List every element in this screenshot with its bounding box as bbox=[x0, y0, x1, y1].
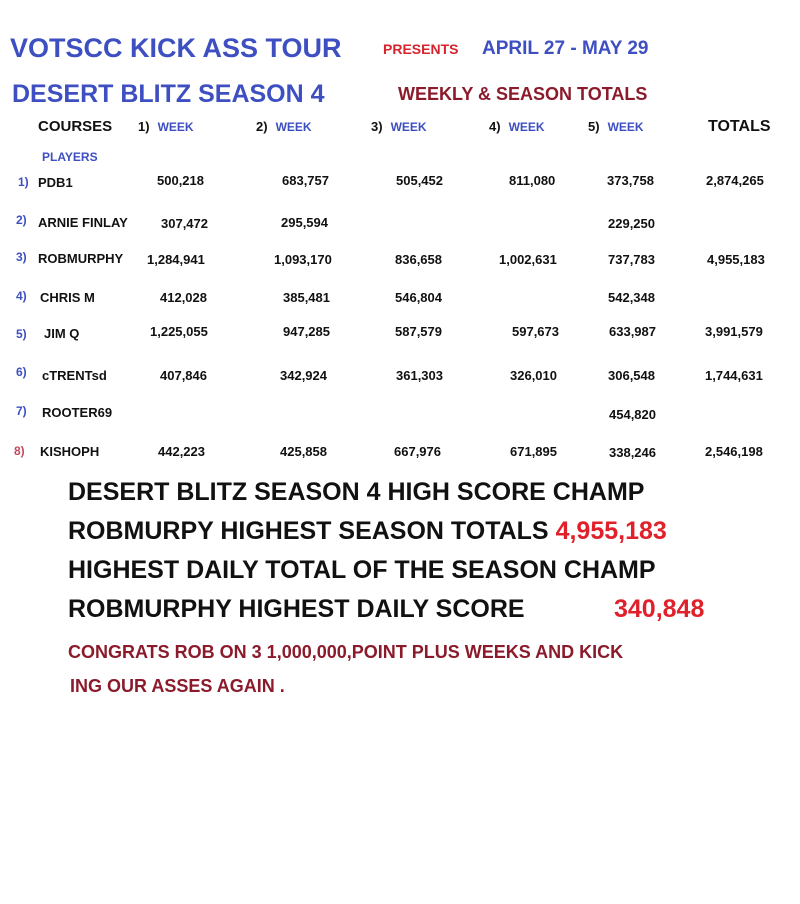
week-2-score: 947,285 bbox=[283, 324, 330, 339]
rank: 3) bbox=[16, 250, 27, 264]
tour-title: VOTSCC KICK ASS TOUR bbox=[10, 33, 342, 63]
high-score-champ-line: DESERT BLITZ SEASON 4 HIGH SCORE CHAMP bbox=[68, 478, 645, 506]
player-name: CHRIS M bbox=[40, 290, 95, 305]
week-2-score: 295,594 bbox=[281, 215, 328, 230]
season-totals-value: 4,955,183 bbox=[555, 517, 667, 545]
week-4-score: 1,002,631 bbox=[499, 252, 557, 267]
week-5-score: 229,250 bbox=[608, 216, 655, 231]
player-name: ROOTER69 bbox=[42, 405, 113, 420]
week-1-score: 412,028 bbox=[160, 290, 207, 305]
week-number: 5) bbox=[588, 119, 600, 134]
season-totals-line bbox=[68, 517, 667, 546]
rank: 1) bbox=[18, 175, 29, 189]
week-number: 4) bbox=[489, 119, 501, 134]
week-label: WEEK bbox=[390, 120, 427, 134]
week-4-score: 326,010 bbox=[510, 368, 557, 383]
week-2-score: 342,924 bbox=[280, 368, 327, 383]
week-2-header bbox=[256, 119, 312, 134]
season-total: 2,546,198 bbox=[705, 444, 763, 459]
week-number: 3) bbox=[371, 119, 383, 134]
week-2-score: 1,093,170 bbox=[274, 252, 332, 267]
week-label: WEEK bbox=[607, 120, 644, 134]
week-1-score: 500,218 bbox=[157, 173, 204, 188]
week-4-score: 811,080 bbox=[509, 173, 556, 188]
week-1-score: 1,225,055 bbox=[150, 324, 208, 339]
week-3-score: 836,658 bbox=[395, 252, 442, 267]
rank: 6) bbox=[16, 365, 27, 379]
week-5-score: 737,783 bbox=[608, 252, 655, 267]
date-range: APRIL 27 - MAY 29 bbox=[482, 38, 649, 59]
congrats-line-2: ING OUR ASSES AGAIN . bbox=[70, 676, 285, 696]
presents-label: PRESENTS bbox=[383, 41, 459, 57]
week-3-score: 667,976 bbox=[394, 444, 441, 459]
week-5-header bbox=[588, 119, 644, 134]
week-label: WEEK bbox=[508, 120, 545, 134]
players-header: PLAYERS bbox=[42, 150, 98, 164]
week-label: WEEK bbox=[157, 120, 194, 134]
week-2-score: 683,757 bbox=[282, 173, 329, 188]
week-1-score: 307,472 bbox=[161, 216, 208, 231]
week-5-score: 633,987 bbox=[609, 324, 656, 339]
week-1-header bbox=[138, 119, 194, 134]
daily-score-line bbox=[68, 595, 728, 624]
rank: 5) bbox=[16, 327, 27, 341]
week-4-score: 671,895 bbox=[510, 444, 557, 459]
player-name: PDB1 bbox=[38, 175, 73, 190]
week-3-score: 361,303 bbox=[396, 368, 443, 383]
season-total: 2,874,265 bbox=[706, 173, 764, 188]
player-name: KISHOPH bbox=[40, 444, 100, 459]
congrats-line-1: CONGRATS ROB ON 3 1,000,000,POINT PLUS WEEKS AND KICK bbox=[68, 642, 624, 662]
week-3-score: 546,804 bbox=[395, 290, 442, 305]
week-number: 2) bbox=[256, 119, 268, 134]
week-5-score: 338,246 bbox=[609, 445, 656, 460]
week-5-score: 542,348 bbox=[608, 290, 655, 305]
week-1-score: 1,284,941 bbox=[147, 252, 205, 267]
week-4-header bbox=[489, 119, 545, 134]
rank: 7) bbox=[16, 404, 27, 418]
courses-header: COURSES bbox=[38, 118, 113, 135]
week-3-score: 505,452 bbox=[396, 173, 443, 188]
daily-score-text: ROBMURPHY HIGHEST DAILY SCORE bbox=[68, 595, 525, 623]
season-totals-text: ROBMURPY HIGHEST SEASON TOTALS bbox=[68, 517, 549, 545]
daily-score-value: 340,848 bbox=[614, 595, 705, 623]
player-name: cTRENTsd bbox=[42, 368, 107, 383]
week-number: 1) bbox=[138, 119, 150, 134]
player-name: ROBMURPHY bbox=[38, 251, 124, 266]
season-total: 3,991,579 bbox=[705, 324, 763, 339]
week-1-score: 407,846 bbox=[160, 368, 207, 383]
week-1-score: 442,223 bbox=[158, 444, 205, 459]
week-2-score: 425,858 bbox=[280, 444, 327, 459]
week-5-score: 306,548 bbox=[608, 368, 655, 383]
week-label: WEEK bbox=[275, 120, 312, 134]
totals-header: TOTALS bbox=[708, 118, 771, 135]
daily-champ-line: HIGHEST DAILY TOTAL OF THE SEASON CHAMP bbox=[68, 556, 656, 584]
week-3-score: 587,579 bbox=[395, 324, 442, 339]
rank: 8) bbox=[14, 444, 25, 458]
week-5-score: 454,820 bbox=[609, 407, 656, 422]
season-total: 1,744,631 bbox=[705, 368, 763, 383]
player-name: ARNIE FINLAY bbox=[38, 215, 128, 230]
week-4-score: 597,673 bbox=[512, 324, 559, 339]
week-2-score: 385,481 bbox=[283, 290, 330, 305]
weekly-season-totals-label: WEEKLY & SEASON TOTALS bbox=[398, 84, 648, 104]
season-title: DESERT BLITZ SEASON 4 bbox=[12, 80, 325, 108]
player-name: JIM Q bbox=[44, 326, 80, 341]
rank: 2) bbox=[16, 213, 27, 227]
season-total: 4,955,183 bbox=[707, 252, 765, 267]
week-3-header bbox=[371, 119, 427, 134]
week-5-score: 373,758 bbox=[607, 173, 654, 188]
rank: 4) bbox=[16, 289, 27, 303]
